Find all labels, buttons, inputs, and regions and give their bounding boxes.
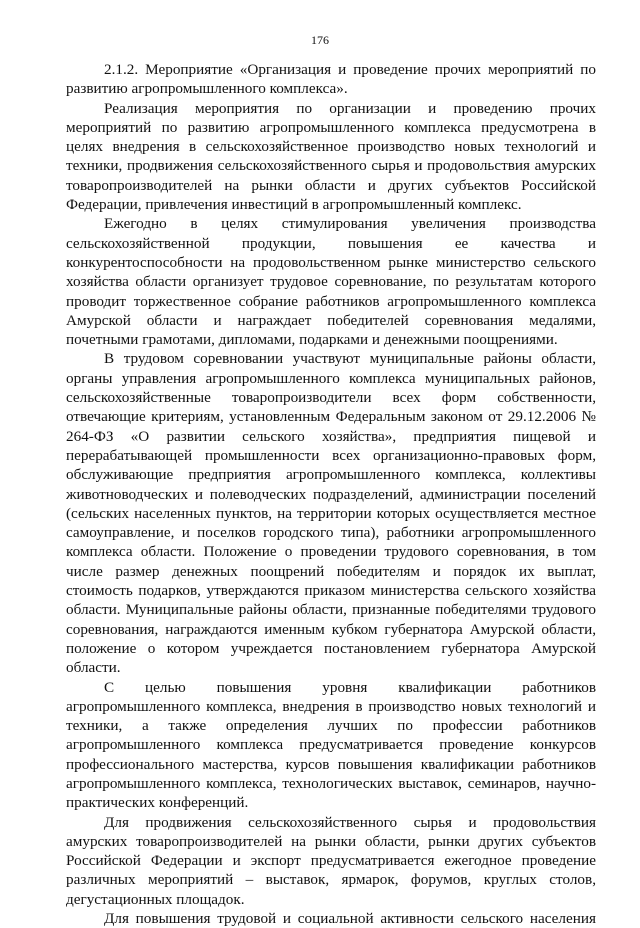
paragraph: [66, 813, 596, 909]
page-number: 176: [311, 33, 329, 47]
text-line: целях внедрения в сельскохозяйственное производство новых технологий и: [66, 138, 596, 156]
text-line: почетными грамотами, дипломами, подарками и денежными поощрениями.: [66, 331, 558, 349]
text-line: стоимость подарков, утверждаются приказом министерства сельского хозяйства: [66, 582, 596, 600]
text-line: хозяйства области организует трудовое соревнование, по результатам которого: [66, 273, 596, 291]
text-line: проводит торжественное собрание работников агропромышленного комплекса: [66, 292, 596, 310]
text-line: перерабатывающей промышленности всех организационно-правовых форм,: [66, 446, 596, 464]
text-line: мероприятий по развитию агропромышленного комплекса предусмотрена в: [66, 118, 596, 136]
text-line: конкурентоспособности на продовольственном рынке министерство сельского: [66, 253, 596, 271]
text-line: соревнования, награждаются именным кубком губернатора Амурской области,: [66, 620, 596, 638]
paragraph: [66, 214, 596, 349]
text-line: Для повышения трудовой и социальной активности сельского населения: [104, 910, 596, 928]
text-line: 2.1.2. Мероприятие «Организация и проведение прочих мероприятий по: [104, 61, 596, 78]
text-line: области. Муниципальные районы области, признанные победителями трудового: [66, 601, 596, 619]
document-body: [66, 60, 596, 928]
text-line: амурских товаропроизводителей на рынки области, рынки других субъектов: [66, 832, 596, 850]
text-line: числе размер денежных поощрений победителям и порядок их выплат,: [66, 562, 596, 580]
text-line: обслуживающие предприятия агропромышленного комплекса, коллективы: [66, 466, 596, 484]
text-line: животноводческих и полеводческих подразделений, администрации поселений: [66, 485, 596, 503]
paragraph: [66, 349, 596, 677]
text-line: агропромышленного комплекса, внедрения в производство новых технологий и: [66, 697, 596, 715]
text-line: дегустационных площадок.: [66, 890, 245, 908]
paragraph: [66, 678, 596, 813]
text-line: Федерации, привлечения инвестиций в агропромышленный комплекс.: [66, 196, 522, 214]
text-line: Реализация мероприятия по организации и проведению прочих: [104, 99, 596, 117]
paragraph: [66, 909, 596, 928]
text-line: Российской Федерации и экспорт предусматривается ежегодное проведение: [66, 852, 596, 870]
paragraph: [66, 99, 596, 215]
text-line: сельскохозяйственной продукции, повышения ее качества и: [66, 234, 596, 252]
text-line: Для продвижения сельскохозяйственного сырья и продовольствия: [104, 813, 596, 831]
text-line: 264-ФЗ «О развитии сельского хозяйства», предприятия пищевой и: [66, 427, 596, 445]
text-line: положение о котором учреждается постановлением губернатора Амурской: [66, 639, 596, 657]
text-line: С целью повышения уровня квалификации работников: [104, 678, 596, 696]
text-line: (сельских населенных пунктов, на территории которых осуществляется местное: [66, 504, 596, 522]
text-line: В трудовом соревновании участвуют муниципальные районы области,: [104, 350, 596, 368]
text-line: комплекса области. Положение о проведении трудового соревнования, в том: [66, 543, 596, 561]
text-line: различных мероприятий – выставок, ярмарок, форумов, круглых столов,: [66, 871, 596, 889]
text-line: агропромышленного комплекса предусматривается проведение конкурсов: [66, 736, 596, 754]
text-line: Амурской области и награждает победителей соревнования медалями,: [66, 311, 596, 329]
text-line: профессионального мастерства, курсов повышения квалификации работников: [66, 755, 596, 773]
text-line: сельскохозяйственные товаропроизводители всех форм собственности,: [66, 389, 596, 407]
text-line: области.: [66, 659, 121, 677]
text-line: развитию агропромышленного комплекса».: [66, 80, 348, 98]
text-line: техники, а также определения лучших по профессии работников: [66, 717, 596, 735]
text-line: органы управления агропромышленного комплекса муниципальных районов,: [66, 369, 596, 387]
paragraph: [66, 60, 596, 99]
text-line: самоуправление, и поселков городского типа), работники агропромышленного: [66, 524, 596, 542]
text-line: агропромышленного комплекса, технологических выставок, семинаров, научно-: [66, 774, 596, 792]
text-line: товаропроизводителей на рынки области и других субъектов Российской: [66, 176, 596, 194]
text-line: техники, продвижения сельскохозяйственного сырья и продовольствия амурских: [66, 157, 596, 175]
text-line: отвечающие критериям, установленным Федеральным законом от 29.12.2006 №: [66, 408, 596, 426]
text-line: Ежегодно в целях стимулирования увеличения производства: [104, 215, 596, 233]
text-line: практических конференций.: [66, 794, 249, 812]
